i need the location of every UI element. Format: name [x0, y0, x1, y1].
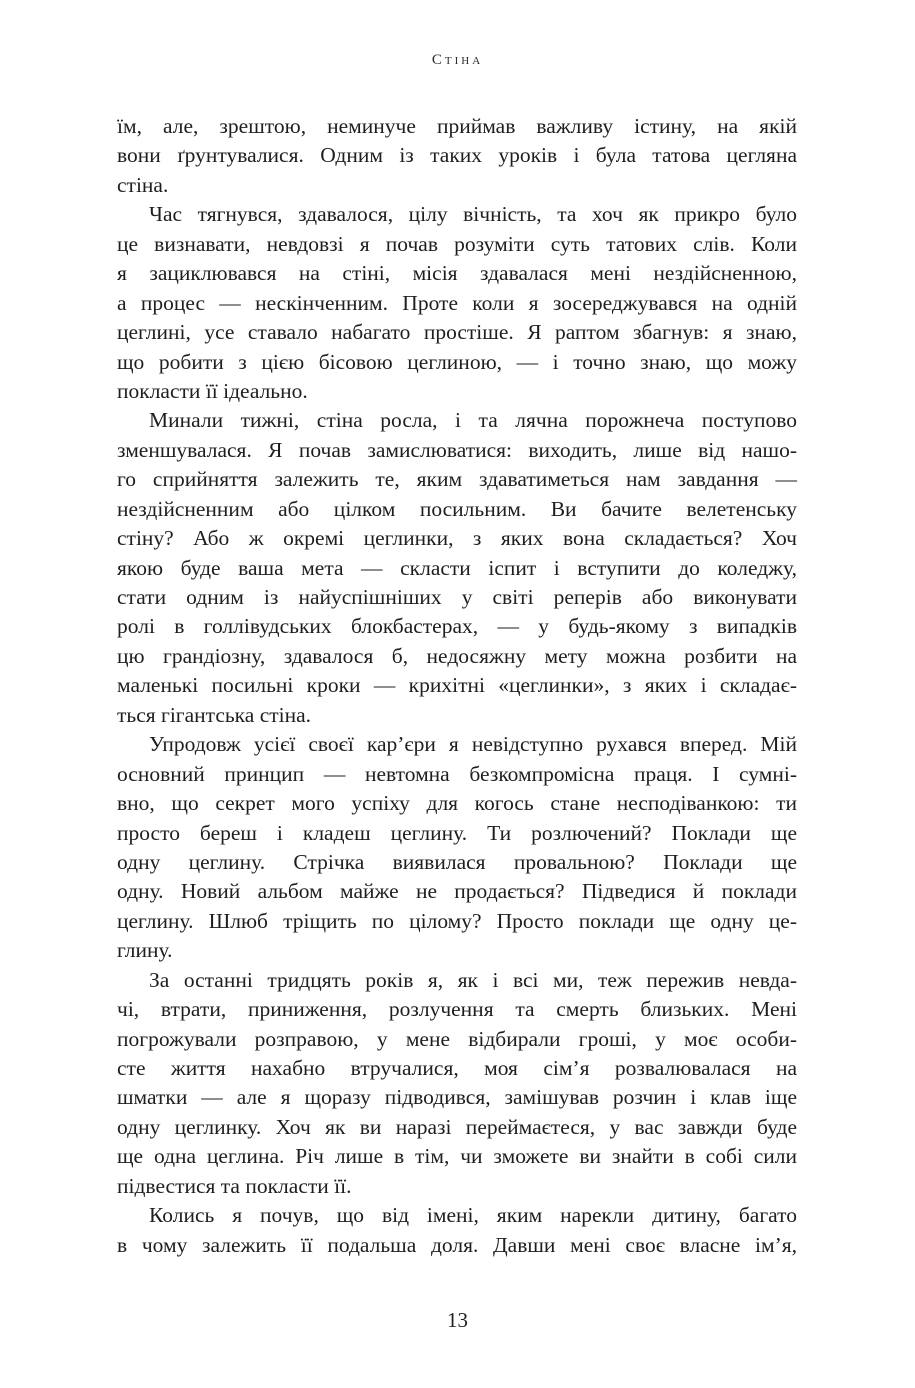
text-line: їм, але, зрештою, неминуче приймав важливу істину, на якій [117, 114, 797, 138]
text-line: одну цеглинку. Хоч як ви наразі переймаєтеся, у вас завжди буде [117, 1114, 797, 1139]
text-line: підвестися та покласти її. [117, 1173, 352, 1198]
text-line: стіну? Або ж окремі цеглинки, з яких вона складається? Хоч [117, 526, 797, 551]
text-line: зменшувалася. Я почав замислюватися: виходить, лише від нашо- [117, 437, 797, 462]
text-line: нездійсненним або цілком посильним. Ви бачите велетенську [117, 496, 797, 521]
text-line: ролі в голлівудських блокбастерах, — у будь-якому з випадків [117, 614, 797, 639]
text-line: го сприйняття залежить те, яким здаватиметься нам завдання — [117, 467, 797, 492]
text-line: стати одним із найуспішніших у світі реперів або виконувати [117, 585, 797, 609]
text-line: чі, втрати, приниження, розлучення та смерть близьких. Мені [117, 997, 797, 1022]
text-line: сте життя нахабно втручалися, моя сім’я розвалювалася на [117, 1056, 797, 1080]
text-line: шматки — але я щоразу підводився, замішував розчин і клав іще [117, 1085, 797, 1110]
text-line: цю грандіозну, здавалося б, недосяжну мету можна розбити на [117, 643, 797, 668]
running-head: Стіна [431, 52, 484, 68]
paragraph [117, 1201, 797, 1260]
text-line: маленькі посильні кроки — крихітні «цеглинки», з яких і складає- [117, 673, 797, 698]
text-line: це визнавати, невдовзі я почав розуміти суть татових слів. Коли [117, 231, 797, 256]
text-line: ще одна цеглина. Річ лише в тім, чи зможете ви знайти в собі сили [117, 1144, 797, 1169]
paragraph [117, 112, 797, 200]
text-line: За останні тридцять років я, як і всі ми, теж пережив невда- [149, 967, 797, 992]
text-line: стіна. [117, 172, 169, 197]
text-line: одну цеглину. Стрічка виявилася провальною? Поклади ще [117, 849, 797, 874]
text-line: покласти її ідеально. [117, 378, 308, 403]
text-line: цеглині, усе ставало набагато простіше. Я раптом збагнув: я знаю, [117, 320, 797, 345]
paragraph [117, 406, 797, 730]
text-line: якою буде ваша мета — скласти іспит і вступити до коледжу, [117, 555, 797, 580]
text-line: в чому залежить її подальша доля. Давши мені своє власне ім’я, [117, 1232, 797, 1257]
text-line: Минали тижні, стіна росла, і та лячна порожнеча поступово [149, 408, 797, 433]
text-line: а процес — нескінченним. Проте коли я зосереджувався на одній [117, 290, 797, 315]
text-line: вно, що секрет мого успіху для когось стане несподіванкою: ти [117, 791, 797, 816]
text-line: Колись я почув, що від імені, яким нарекли дитину, багато [149, 1203, 797, 1228]
text-line: вони ґрунтувалися. Одним із таких уроків і була татова цегляна [117, 143, 797, 168]
paragraph [117, 966, 797, 1202]
text-line: просто береш і кладеш цеглину. Ти розлючений? Поклади ще [117, 820, 797, 845]
text-line: Упродовж усієї своєї кар’єри я невідступно рухався вперед. Мій [149, 732, 797, 757]
text-line: ться гігантська стіна. [117, 702, 312, 727]
text-line: одну. Новий альбом майже не продається? Підведися й поклади [117, 879, 797, 904]
page-number: 13 [447, 1308, 468, 1332]
paragraph [117, 730, 797, 966]
body-text [117, 112, 797, 1260]
text-line: що робити з цією бісовою цеглиною, — і точно знаю, що можу [117, 349, 797, 374]
text-line: цеглину. Шлюб тріщить по цілому? Просто поклади ще одну це- [117, 908, 797, 933]
text-line: я зациклювався на стіні, місія здавалася мені нездійсненною, [117, 261, 797, 286]
paragraph [117, 200, 797, 406]
text-line: основний принцип — невтомна безкомпромісна праця. І сумні- [117, 761, 797, 786]
text-line: Час тягнувся, здавалося, цілу вічність, та хоч як прикро було [149, 202, 797, 227]
text-line: глину. [117, 938, 173, 963]
text-line: погрожували розправою, у мене відбирали гроші, у моє особи- [117, 1026, 797, 1051]
